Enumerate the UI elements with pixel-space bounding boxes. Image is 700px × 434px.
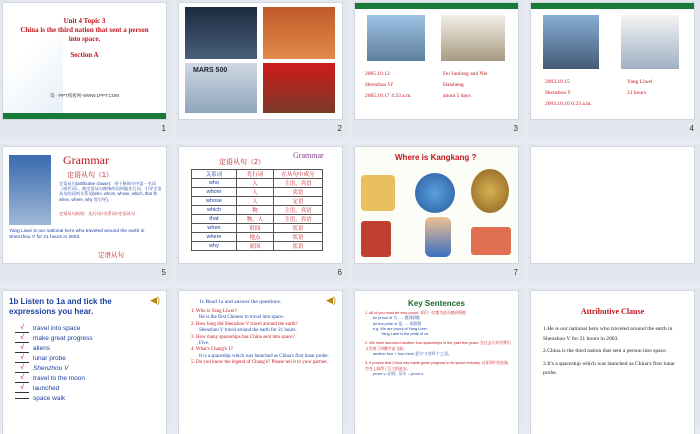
astronauts-photo	[441, 15, 505, 61]
table-cell: 原因	[237, 242, 274, 251]
key-sentence-3: 3. It proves that China has made great progress in its space industry. 这证明中国在航空业上取得了巨大的进步。	[365, 361, 509, 371]
note: be proud of 为……感到骄傲	[373, 316, 420, 321]
answer-1: He is the first Chinese to travel into space.	[199, 315, 284, 321]
table-heading: 定语从句（2）	[219, 159, 265, 166]
slide-thumbnail-5[interactable]	[0, 144, 172, 282]
table-cell: 主语，宾语	[274, 206, 323, 215]
slide-number: 8	[161, 418, 166, 427]
green-bar	[355, 3, 518, 9]
note: Yang Liwei is the pride of us.	[381, 332, 430, 337]
grammar-heading: Grammar	[63, 153, 109, 167]
table-cell: who	[192, 179, 237, 188]
grammar-bullet-2: 定语从句结构：先行词+关系词+定语从句	[59, 211, 136, 216]
checklist-item[interactable]	[15, 333, 93, 343]
table-cell: 状语	[274, 242, 323, 251]
slide-number: 9	[337, 418, 342, 427]
slide-thumbnail-3[interactable]	[352, 0, 524, 138]
tick-mark: √	[15, 354, 29, 363]
slide-section: Section A	[70, 51, 99, 59]
table-cell: 时间	[237, 224, 274, 233]
chair-picture	[361, 221, 391, 257]
checklist-label: make great progress	[33, 334, 93, 342]
slide-thumbnail-7[interactable]	[352, 144, 524, 282]
table-cell: 主语，宾语	[274, 215, 323, 224]
clause-example-1: 1.He is our national hero who traveled around the earth in Shenzhou V for 21 hours in 2003.	[543, 326, 673, 342]
astronaut-photo	[185, 7, 257, 59]
checklist-label: travel into space	[33, 324, 81, 332]
table-cell: which	[192, 206, 237, 215]
table-cell: 宾语	[274, 188, 323, 197]
slide-number: 6	[337, 268, 342, 277]
table-cell: why	[192, 242, 237, 251]
slide-footer: 第一PPT模板网-WWW.1PPT.COM	[50, 93, 119, 98]
launch-date: 2005.10.12	[365, 71, 390, 77]
checklist-label: travel to the moon	[33, 374, 86, 382]
slide-canvas	[3, 147, 166, 263]
sentence-list	[365, 311, 511, 377]
astronaut-name: Yang Liwei	[627, 79, 653, 85]
checklist-item[interactable]	[15, 393, 93, 403]
exercise-title: 1b Listen to 1a and tick the expressions you hear.	[9, 297, 112, 316]
tick-mark	[15, 398, 29, 399]
table-row	[192, 206, 323, 215]
table-row	[192, 233, 323, 242]
tick-mark: √	[15, 384, 29, 393]
note: be the pride of 是……的骄傲	[373, 321, 422, 326]
key-sentence-2: 2. We have launched another four spaceships in the past few years. 在过去几年里我们又发射了四艘宇宙飞船。	[365, 341, 511, 351]
slide-thumbnail-10[interactable]	[176, 288, 348, 426]
rocket-launch-photo	[367, 15, 425, 61]
table-cell: that	[192, 215, 237, 224]
checklist-item[interactable]	[15, 373, 93, 383]
audio-icon[interactable]: ◀)	[326, 295, 336, 305]
checklist-item[interactable]	[15, 353, 93, 363]
table-row	[192, 188, 323, 197]
key-sentence-1: 1. All of you must be very proud. 你们一定都为此而感到骄傲	[365, 311, 466, 315]
slide-canvas	[355, 291, 518, 434]
table-cell: 物，人	[237, 215, 274, 224]
slide-canvas	[531, 3, 694, 119]
landing-date: 2005.10.17 4:33 a.m.	[365, 93, 412, 99]
question-1: 1. Who is Yang Liwei?	[191, 309, 237, 314]
table-cell: 状语	[274, 233, 323, 242]
checklist-item[interactable]	[15, 363, 93, 373]
note: another four = four more 意为“又有四个”之意。	[373, 352, 452, 357]
table-row	[192, 224, 323, 233]
question-3: 3. How many spaceships has China sent into space?	[191, 334, 295, 340]
table-header: 关系词	[192, 170, 237, 179]
checklist-label: Shenzhou V	[33, 364, 69, 372]
astronaut-portrait	[9, 155, 51, 225]
table-cell: where	[192, 233, 237, 242]
slide-canvas	[355, 147, 518, 263]
answer-4: It is a spaceship which was launched as China's first lunar probe.	[199, 353, 329, 359]
yang-liwei-photo	[621, 15, 679, 69]
slide-canvas	[179, 147, 342, 263]
grammar-subheading: 定语从句（1）	[67, 172, 113, 179]
slide-thumbnail-4[interactable]	[528, 0, 700, 138]
tick-mark: √	[15, 364, 29, 373]
table-row	[192, 179, 323, 188]
question-4: 4. What's Chang'e 1?	[191, 347, 233, 353]
slide-thumbnail-9[interactable]	[0, 288, 172, 426]
grammar-bullet-1: 定语从句(attributive clause)：用于修饰句中某一名词（或代词）。被定语从句修饰的词叫做先行词，引导定语从句的词叫关系词(who, whom, whose, which, that 和 when, where, why 等引导)。	[59, 181, 162, 202]
telescope-picture	[361, 175, 395, 211]
slide-title: Unit 4 Topic 3	[63, 17, 106, 25]
slide-number: 10	[509, 418, 518, 427]
table-row	[192, 215, 323, 224]
checklist	[15, 323, 93, 403]
clause-example-2: 2.China is the third nation that sent a person into space.	[543, 348, 667, 354]
table-cell: whose	[192, 197, 237, 206]
qa-list	[191, 309, 337, 367]
slide-canvas	[179, 3, 342, 119]
slide-thumbnail-11[interactable]	[352, 288, 524, 426]
tick-mark: √	[15, 334, 29, 343]
table-cell: 人	[237, 188, 274, 197]
slide-thumbnail-1[interactable]	[0, 0, 172, 138]
slide-subtitle: China is the third nation that sent a person into space.	[20, 26, 149, 43]
bed-picture	[471, 227, 511, 255]
slide-number: 5	[161, 268, 166, 277]
green-bar	[531, 3, 694, 9]
slide-thumbnail-8[interactable]	[528, 144, 700, 282]
checklist-label: launched	[33, 384, 60, 392]
clause-list	[543, 325, 687, 379]
note: e.g. We are proud of Yang Liwei.	[373, 326, 428, 331]
slide-canvas	[179, 291, 342, 434]
answer-3: Five.	[199, 341, 210, 347]
checklist-label: aliens	[33, 344, 50, 352]
clause-example-3: 3.It's a spaceship which was launched as China's first lunar probe.	[543, 360, 675, 376]
example-sentence: Yang Liwei is our national hero who traveled around the earth in Shenzhou V for 21 hours in 2003.	[9, 229, 145, 240]
table-cell: 地点	[237, 233, 274, 242]
rocket-photo	[543, 15, 599, 69]
table-cell: 人	[237, 197, 274, 206]
astronaut-names: Fei Junlong and Nie Haisheng	[443, 71, 488, 88]
relative-pronoun-table	[191, 169, 323, 251]
checklist-item[interactable]	[15, 343, 93, 353]
checklist-label: lunar probe	[33, 354, 66, 362]
globe-picture	[415, 173, 455, 213]
launch-date: 2003.10.15	[545, 79, 570, 85]
flag-photo	[263, 63, 335, 113]
checklist-item[interactable]	[15, 383, 93, 393]
mars500-label: MARS 500	[193, 67, 228, 74]
slide-canvas	[3, 3, 166, 119]
slide-canvas	[531, 291, 694, 434]
table-row	[192, 197, 323, 206]
slide-title: Attributive Clause	[580, 307, 645, 316]
slide-thumbnail-6[interactable]	[176, 144, 348, 282]
landing-date: 2003.10.16 6:23 a.m.	[545, 101, 592, 107]
checklist-item[interactable]	[15, 323, 93, 333]
question-5: 5. Do you know the legend of Chang'e? Please tell it to your partner.	[191, 360, 328, 366]
slide-canvas	[531, 147, 694, 263]
slide-number: 3	[513, 124, 518, 133]
table-cell: 状语	[274, 224, 323, 233]
slide-number: 7	[513, 268, 518, 277]
slide-canvas	[3, 291, 166, 434]
table-cell: 物	[237, 206, 274, 215]
spacecraft-name: Shenzhou VI	[365, 82, 393, 88]
table-cell: 定语	[274, 197, 323, 206]
slide-canvas	[355, 3, 518, 119]
table-cell: when	[192, 224, 237, 233]
answer-2: Shenzhou V travel around the earth for 21 hours.	[199, 328, 297, 334]
slide-number: 4	[689, 124, 694, 133]
table-header: 在从句中成分	[274, 170, 323, 179]
exercise-title: 1c Read 1a and answer the questions.	[199, 299, 282, 305]
green-bar	[3, 113, 166, 119]
slide-thumbnail-12[interactable]	[528, 288, 700, 426]
table-row	[192, 242, 323, 251]
table-header-row	[192, 170, 323, 179]
slide-number: 1	[161, 124, 166, 133]
mission-duration: about 5 days	[443, 93, 471, 99]
note: prove v. 证明；证实 →proof n.	[373, 371, 424, 376]
slide-title: Where is Kangkang ?	[395, 153, 477, 162]
spacecraft-name: Shenzhou V	[545, 90, 571, 96]
table-cell: 人	[237, 179, 274, 188]
boy-picture	[425, 217, 451, 257]
mars-suit-photo	[263, 7, 335, 59]
armillary-picture	[471, 169, 509, 213]
table-cell: whom	[192, 188, 237, 197]
table-cell: 主语，宾语	[274, 179, 323, 188]
slide-title: Key Sentences	[408, 299, 465, 308]
table-header: 先行词	[237, 170, 274, 179]
clause-label: 定语从句	[98, 252, 124, 259]
tick-mark: √	[15, 324, 29, 333]
checklist-label: space walk	[33, 394, 66, 402]
slide-thumbnail-2[interactable]	[176, 0, 348, 138]
slide-number: 11	[685, 418, 694, 427]
slide-number: 2	[337, 124, 342, 133]
grammar-badge: Grammar	[293, 151, 324, 160]
tick-mark: √	[15, 344, 29, 353]
flight-hours: 21 hours	[627, 90, 647, 96]
audio-icon[interactable]: ◀)	[150, 295, 160, 305]
mars500-photo	[185, 63, 257, 113]
tick-mark: √	[15, 374, 29, 383]
question-2: 2. How long did Shenzhou V travel around the earth?	[191, 321, 298, 327]
